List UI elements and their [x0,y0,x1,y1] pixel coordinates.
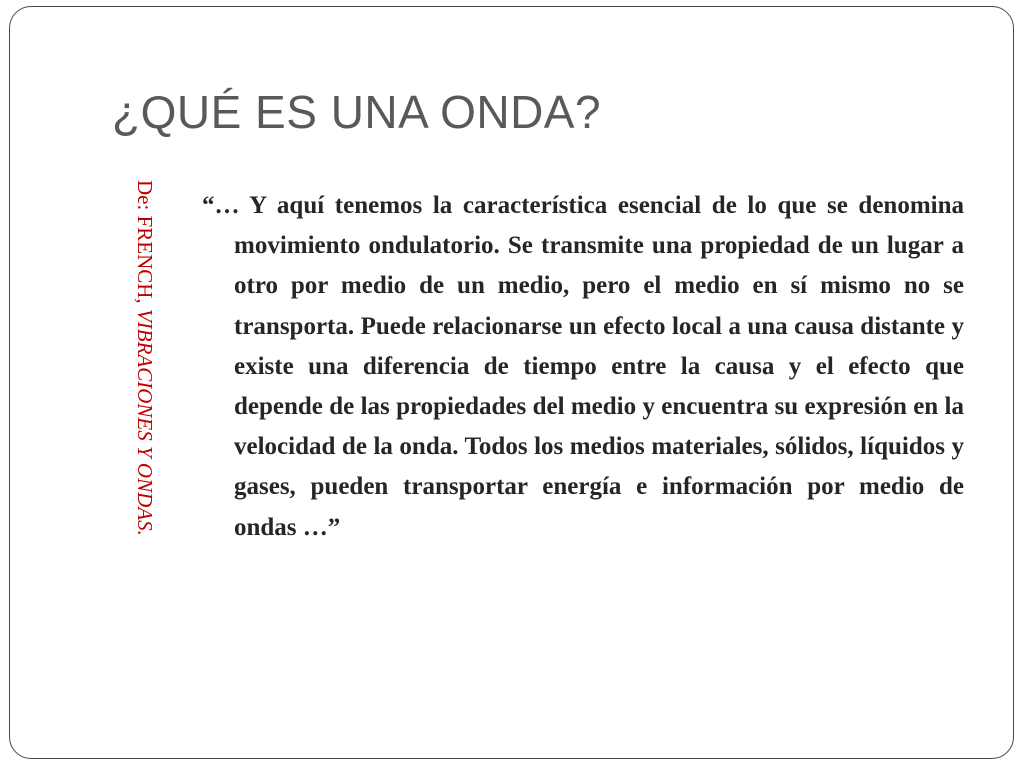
wave-definition-quote: “… Y aquí tenemos la característica esencial de lo que se denomina movimiento ondulatorio. Se transmite una propiedad de un lugar a otro por medio de un medio, pero el medio en sí mismo no se transporta. Puede relacionarse un efecto local a una causa distante y existe una diferencia de tiempo entre la causa y el efecto que depende de las propiedades del medio y encuentra su expresión en la velocidad de la onda. Todos los medios materiales, sólidos, líquidos y gases, pueden transportar energía e información por medio de ondas …” [202,192,964,541]
source-caption-prefix: De: FRENCH, [133,180,157,309]
quote-container [202,186,964,666]
source-caption [130,180,160,675]
source-book-title: VIBRACIONES Y ONDAS. [133,308,157,536]
slide-title: ¿QUÉ ES UNA ONDA? [112,86,602,138]
